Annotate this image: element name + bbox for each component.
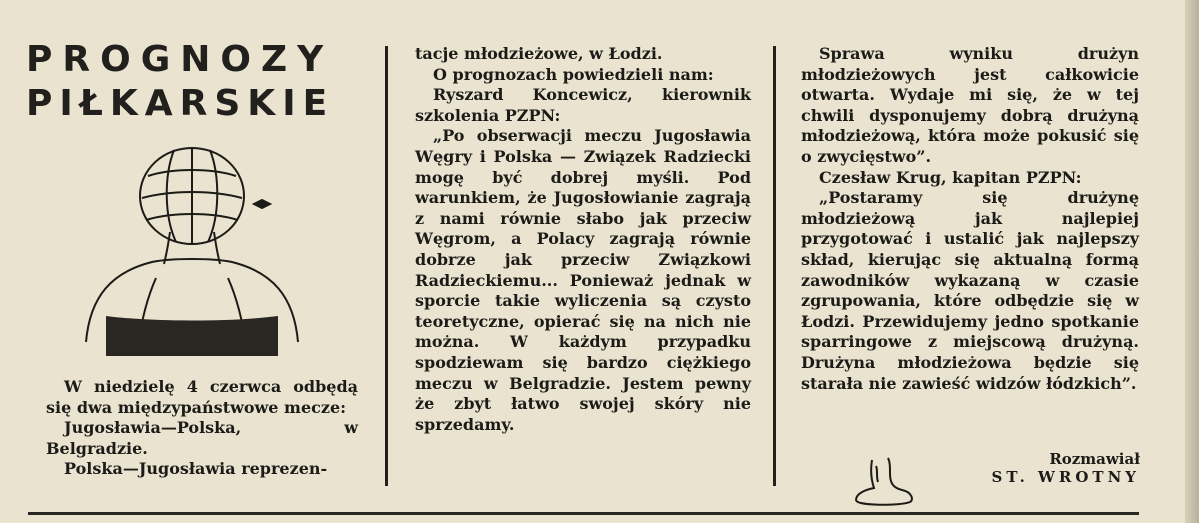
col1-paragraph-1: W niedzielę 4 czerwca odbędą się dwa międzypaństwowe mecze: bbox=[46, 377, 358, 417]
byline-author: ST. WROTNY bbox=[991, 468, 1140, 486]
page-edge bbox=[1185, 0, 1199, 523]
col2-paragraph-2: O prognozach powiedzieli nam: bbox=[433, 64, 714, 84]
bottom-rule bbox=[28, 512, 1139, 515]
col3-paragraph-1: Sprawa wyniku drużyn młodzieżowych jest całkowicie otwarta. Wydaje mi się, że w tej chwili dysponujemy dobrą drużyną młodzieżową, która może pokusić się o zwycięstwo”. bbox=[801, 44, 1139, 166]
column-divider-2 bbox=[773, 46, 776, 486]
headline-line-1: PROGNOZY bbox=[26, 39, 334, 80]
col3-paragraph-2: Czesław Krug, kapitan PZPN: bbox=[819, 167, 1082, 187]
col2-paragraph-1: tacje młodzieżowe, w Łodzi. bbox=[415, 44, 663, 63]
col3-paragraph-3: „Postaramy się drużynę młodzieżową jak najlepiej przygotować i ustalić jak najlepszy skład, kierując się aktualną formą zawodników wykazaną w czasie zgrupowania, które odbędzie się w Łodzi. Przewidujemy jedno spotkanie sparringowe z miejscową drużyną. Drużyna młodzieżowa będzie się starała nie zawieść widzów łódzkich”. bbox=[801, 188, 1139, 393]
column-2 bbox=[415, 44, 751, 435]
headline-line-2: PIŁKARSKIE bbox=[26, 83, 335, 124]
football-head-illustration bbox=[82, 146, 302, 364]
byline-label: Rozmawiał bbox=[1049, 450, 1140, 468]
byline bbox=[940, 450, 1140, 486]
col1-paragraph-3: Polska—Jugosławia reprezen- bbox=[64, 459, 328, 479]
col2-paragraph-3: Ryszard Koncewicz, kierownik szkolenia PZPN: bbox=[415, 85, 751, 125]
foot-doodle-icon bbox=[850, 456, 916, 508]
column-1 bbox=[46, 377, 358, 480]
article-headline bbox=[26, 38, 366, 126]
col2-paragraph-4: „Po obserwacji meczu Jugosławia Węgry i Polska — Związek Radziecki mogę być dobrej myśli. Pod warunkiem, że Jugosłowianie zagrają z nami równie słabo jak przeciw Węgrom, a Polacy zagrają równie dobrze jak przeciw Związkowi Radzieckiemu... Ponieważ jednak w sporcie takie wyliczenia są czysto teoretyczne, opierać się na nich nie można. W każdym przypadku spodziewam się bardzo ciężkiego meczu w Belgradzie. Jestem pewny że zbyt łatwo swojej skóry nie sprzedamy. bbox=[415, 126, 751, 434]
col1-paragraph-2: Jugosławia—Polska, w Belgradzie. bbox=[46, 418, 358, 458]
column-divider-1 bbox=[385, 46, 388, 486]
column-3 bbox=[801, 44, 1139, 394]
